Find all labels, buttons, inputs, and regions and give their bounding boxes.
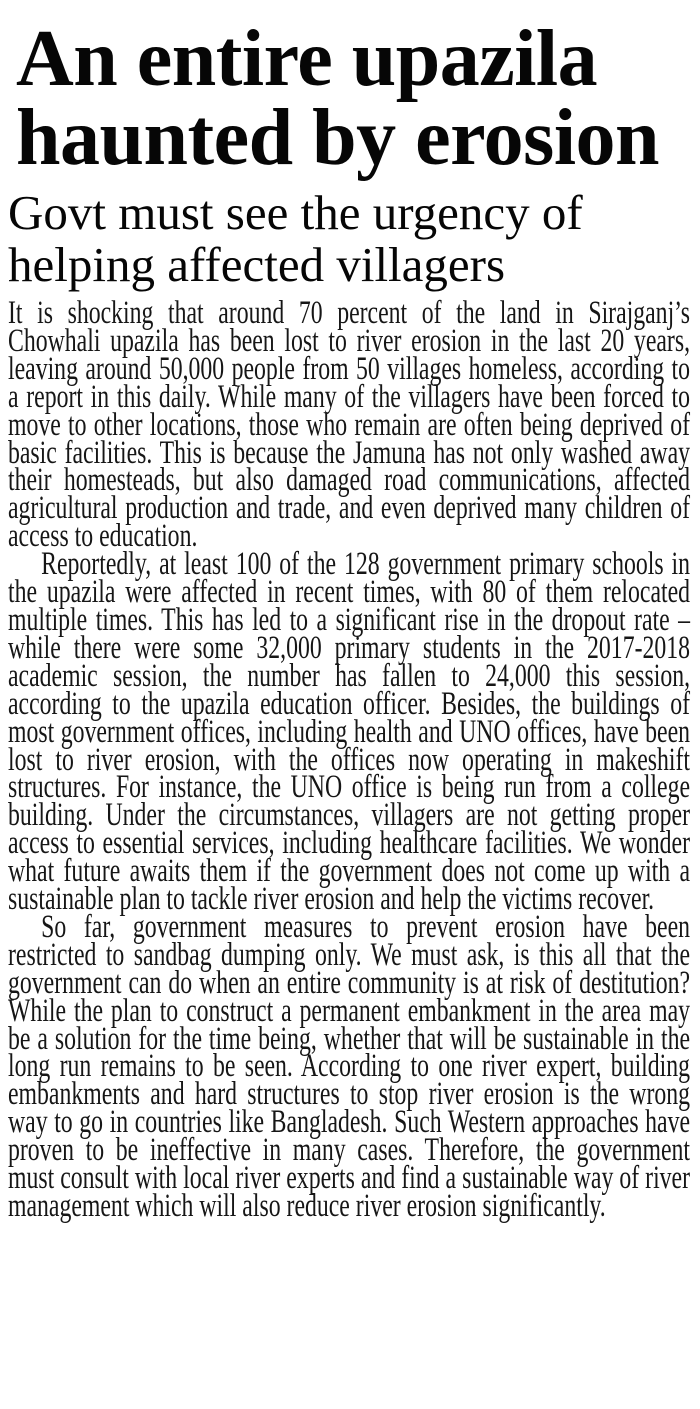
article-subheadline: Govt must see the urgency of helping affected villagers: [8, 185, 583, 292]
article-paragraph-1: It is shocking that around 70 percent of the land in Sirajganj’s Chowhali upazila has been lost to river erosion in the last 20 years, leaving around 50,000 people from 50 villages homeless, according to a report in this daily. While many of the villagers have been forced to move to other locations, those who remain are often being deprived of basic facilities. This is because the Jamuna has not only washed away their homesteads, but also damaged road communications, affected agricultural production and trade, and even deprived many children of access to education.: [8, 295, 691, 555]
article-body: [8, 295, 691, 1224]
article-paragraph-3: So far, government measures to prevent erosion have been restricted to sandbag dumping only. We must ask, is this all that the government can do when an entire community is at risk of destitution? While the plan to construct a permanent embankment in the area may be a solution for the time being, whether that will be sustainable in the long run remains to be seen. According to one river expert, building embankments and hard structures to stop river erosion is the wrong way to go in countries like Bangladesh. Such Western approaches have proven to be ineffective in many cases. Therefore, the government must consult with local river experts and find a sustainable way of river management which will also reduce river erosion significantly.: [8, 908, 691, 1224]
article-body-text: [8, 295, 691, 1224]
article-paragraph-2: Reportedly, at least 100 of the 128 government primary schools in the upazila were affected in recent times, with 80 of them relocated multiple times. This has led to a significant rise in the dropout rate – while there were some 32,000 primary students in the 2017-2018 academic session, the number has fallen to 24,000 this session, according to the upazila education officer. Besides, the buildings of most government offices, including health and UNO offices, have been lost to river erosion, with the offices now operating in makeshift structures. For instance, the UNO office is being run from a college building. Under the circumstances, villagers are not getting proper access to essential services, including healthcare facilities. We wonder what future awaits them if the government does not come up with a sustainable plan to tackle river erosion and help the victims recover.: [8, 546, 691, 918]
article-headline: An entire upazila haunted by erosion: [16, 15, 660, 182]
editorial-article: [0, 15, 700, 1224]
